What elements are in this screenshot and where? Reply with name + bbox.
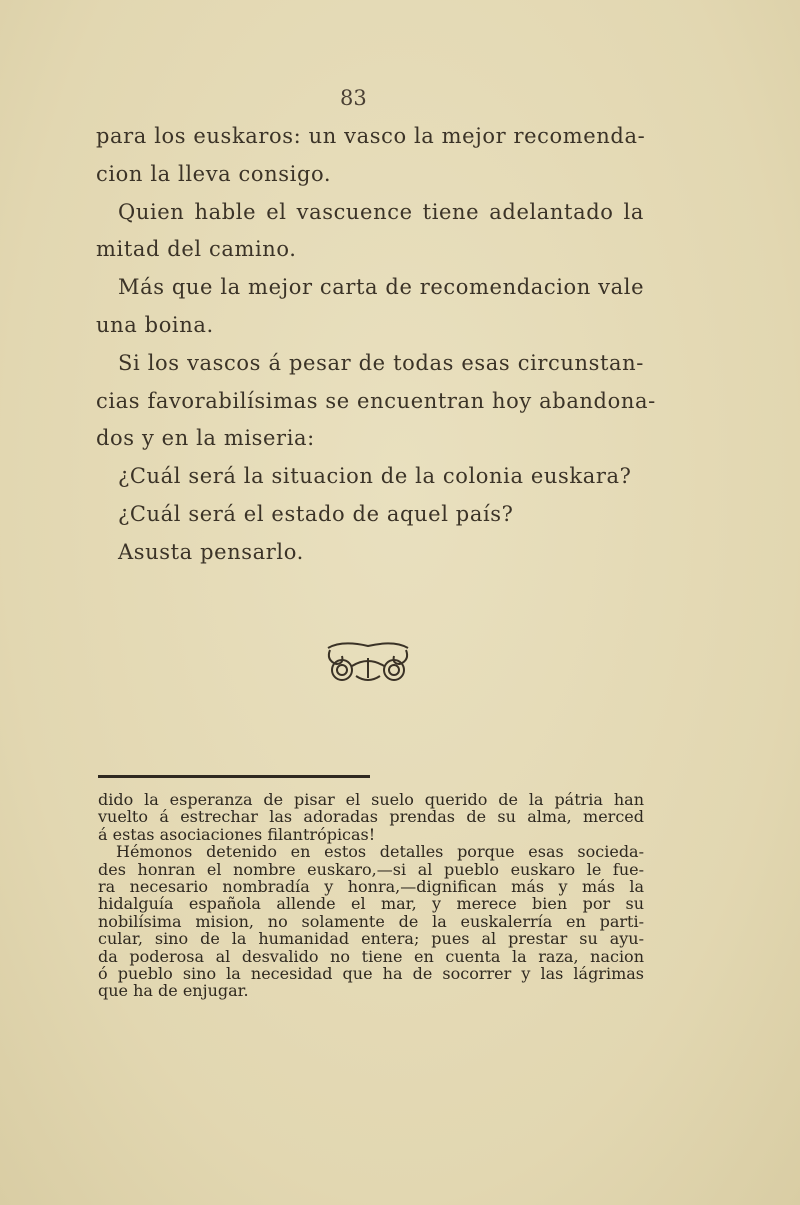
footnote-line: Hémonos detenido en estos detalles porque esas socieda- xyxy=(116,842,644,862)
footnote-line: cular, sino de la humanidad entera; pues al prestar su ayu- xyxy=(98,929,644,949)
footnote-line: da poderosa al desvalido no tiene en cuenta la raza, nacion xyxy=(98,946,644,966)
text-line: ¿Cuál será la situacion de la colonia euskara? xyxy=(118,464,632,489)
footnote-line: ra necesario nombradía y honra,—dignifican más y más la xyxy=(98,877,644,897)
footnote xyxy=(98,791,644,1000)
footnote-line: hidalguía española allende el mar, y merece bien por su xyxy=(98,894,644,914)
text-line: dos y en la miseria: xyxy=(96,426,315,451)
text-line: para los euskaros: un vasco la mejor recomenda- xyxy=(96,124,646,148)
text-line: Quien hable el vascuence tiene adelantado la xyxy=(118,199,644,224)
footnote-line: vuelto á estrechar las adoradas prendas de su alma, merced xyxy=(98,807,644,827)
text-line: mitad del camino. xyxy=(96,237,297,262)
footnote-line: á estas asociaciones filantrópicas! xyxy=(98,824,376,844)
ornament-icon xyxy=(322,636,414,686)
footnote-line: des honran el nombre euskaro,—si al pueblo euskaro le fue- xyxy=(98,859,644,879)
text-line: Asusta pensarlo. xyxy=(118,539,304,564)
text-line: ¿Cuál será el estado de aquel país? xyxy=(118,501,514,526)
text-line: Más que la mejor carta de recomendacion vale xyxy=(118,275,645,300)
footnote-line: dido la esperanza de pisar el suelo querido de la pátria han xyxy=(98,790,644,809)
text-line: cias favorabilísimas se encuentran hoy abandona- xyxy=(96,388,656,413)
main-text xyxy=(96,118,656,572)
text-line: Si los vascos á pesar de todas esas circunstan- xyxy=(118,350,644,375)
footnote-line: nobilísima mision, no solamente de la euskalerría en parti- xyxy=(98,911,644,931)
page-number: 83 xyxy=(340,86,367,110)
footnote-line: ó pueblo sino la necesidad que ha de socorrer y las lágrimas xyxy=(98,964,644,984)
footnote-rule xyxy=(98,775,370,778)
text-line: una boina. xyxy=(96,312,214,337)
footnote-line: que ha de enjugar. xyxy=(98,981,249,1001)
text-line: cion la lleva consigo. xyxy=(96,161,332,186)
